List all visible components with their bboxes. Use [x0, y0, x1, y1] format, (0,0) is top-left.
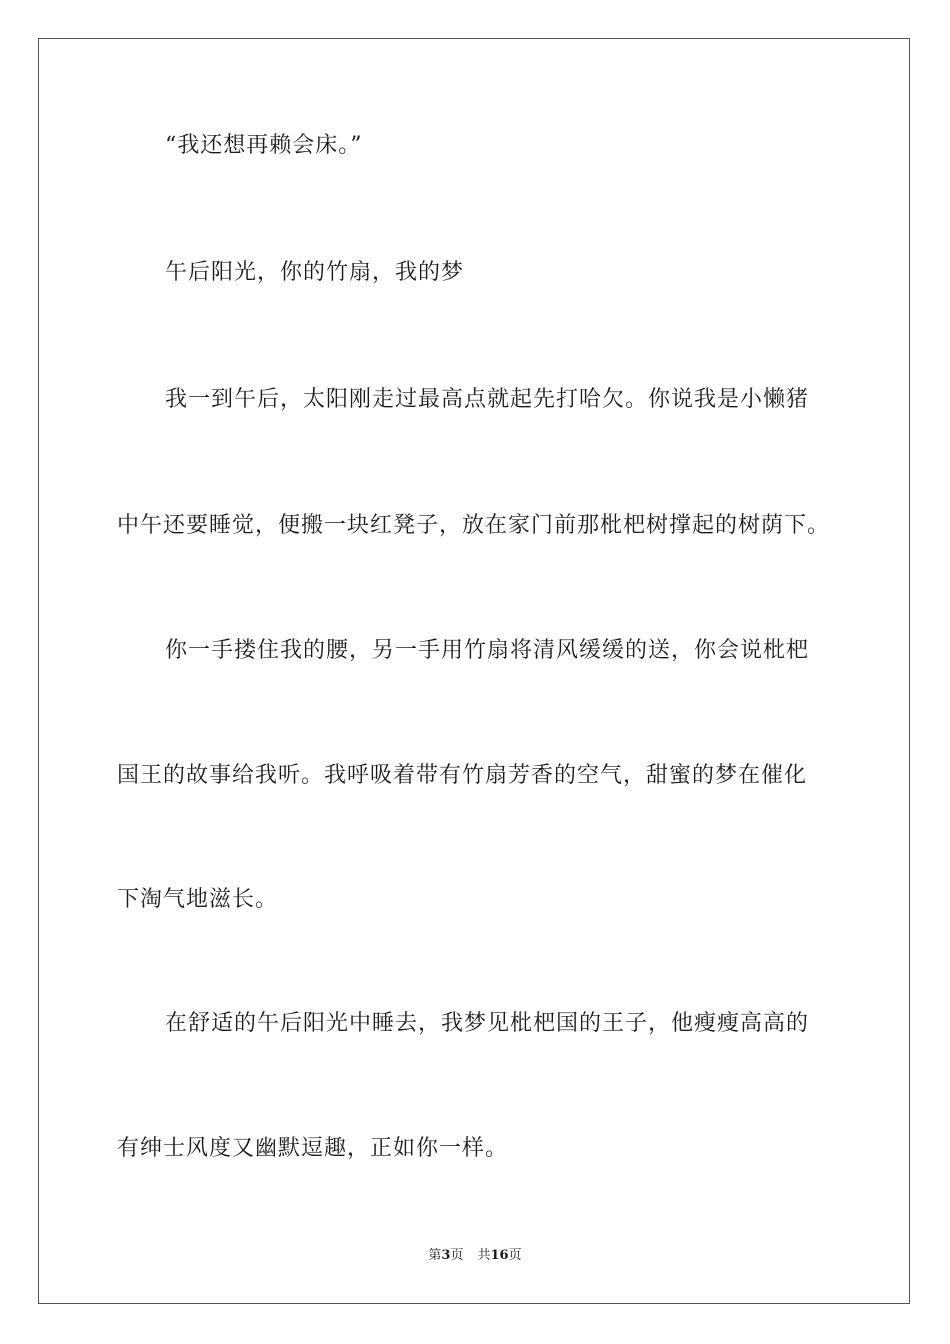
footer-page-prefix: 第 — [428, 1248, 442, 1263]
paragraph-1-line-1: “我还想再赖会床。” — [165, 133, 363, 158]
footer-total-prefix: 共 — [477, 1248, 491, 1263]
paragraph-4-line-2: 国王的故事给我听。我呼吸着带有竹扇芳香的空气，甜蜜的梦在催化 — [117, 763, 808, 788]
footer-total-suffix: 页 — [508, 1248, 522, 1263]
paragraph-4-line-3: 下淘气地滋长。 — [117, 887, 279, 912]
footer-page-number: 3 — [441, 1248, 451, 1263]
paragraph-3-line-1: 我一到午后，太阳刚走过最高点就起先打哈欠。你说我是小懒猪 — [165, 387, 810, 412]
footer-page-suffix: 页 — [450, 1248, 464, 1263]
paragraph-3-line-2: 中午还要睡觉，便搬一块红凳子，放在家门前那枇杷树撑起的树荫下。 — [117, 513, 831, 538]
paragraph-4-line-1: 你一手搂住我的腰，另一手用竹扇将清风缓缓的送，你会说枇杷 — [165, 638, 810, 663]
paragraph-5-line-1: 在舒适的午后阳光中睡去，我梦见枇杷国的王子，他瘦瘦高高的 — [165, 1011, 810, 1036]
page-border — [38, 38, 910, 1304]
paragraph-5-line-2: 有绅士风度又幽默逗趣，正如你一样。 — [117, 1136, 509, 1161]
footer-total-pages: 16 — [490, 1248, 509, 1263]
page-footer — [0, 1247, 950, 1265]
paragraph-2-line-1: 午后阳光，你的竹扇，我的梦 — [165, 260, 465, 285]
